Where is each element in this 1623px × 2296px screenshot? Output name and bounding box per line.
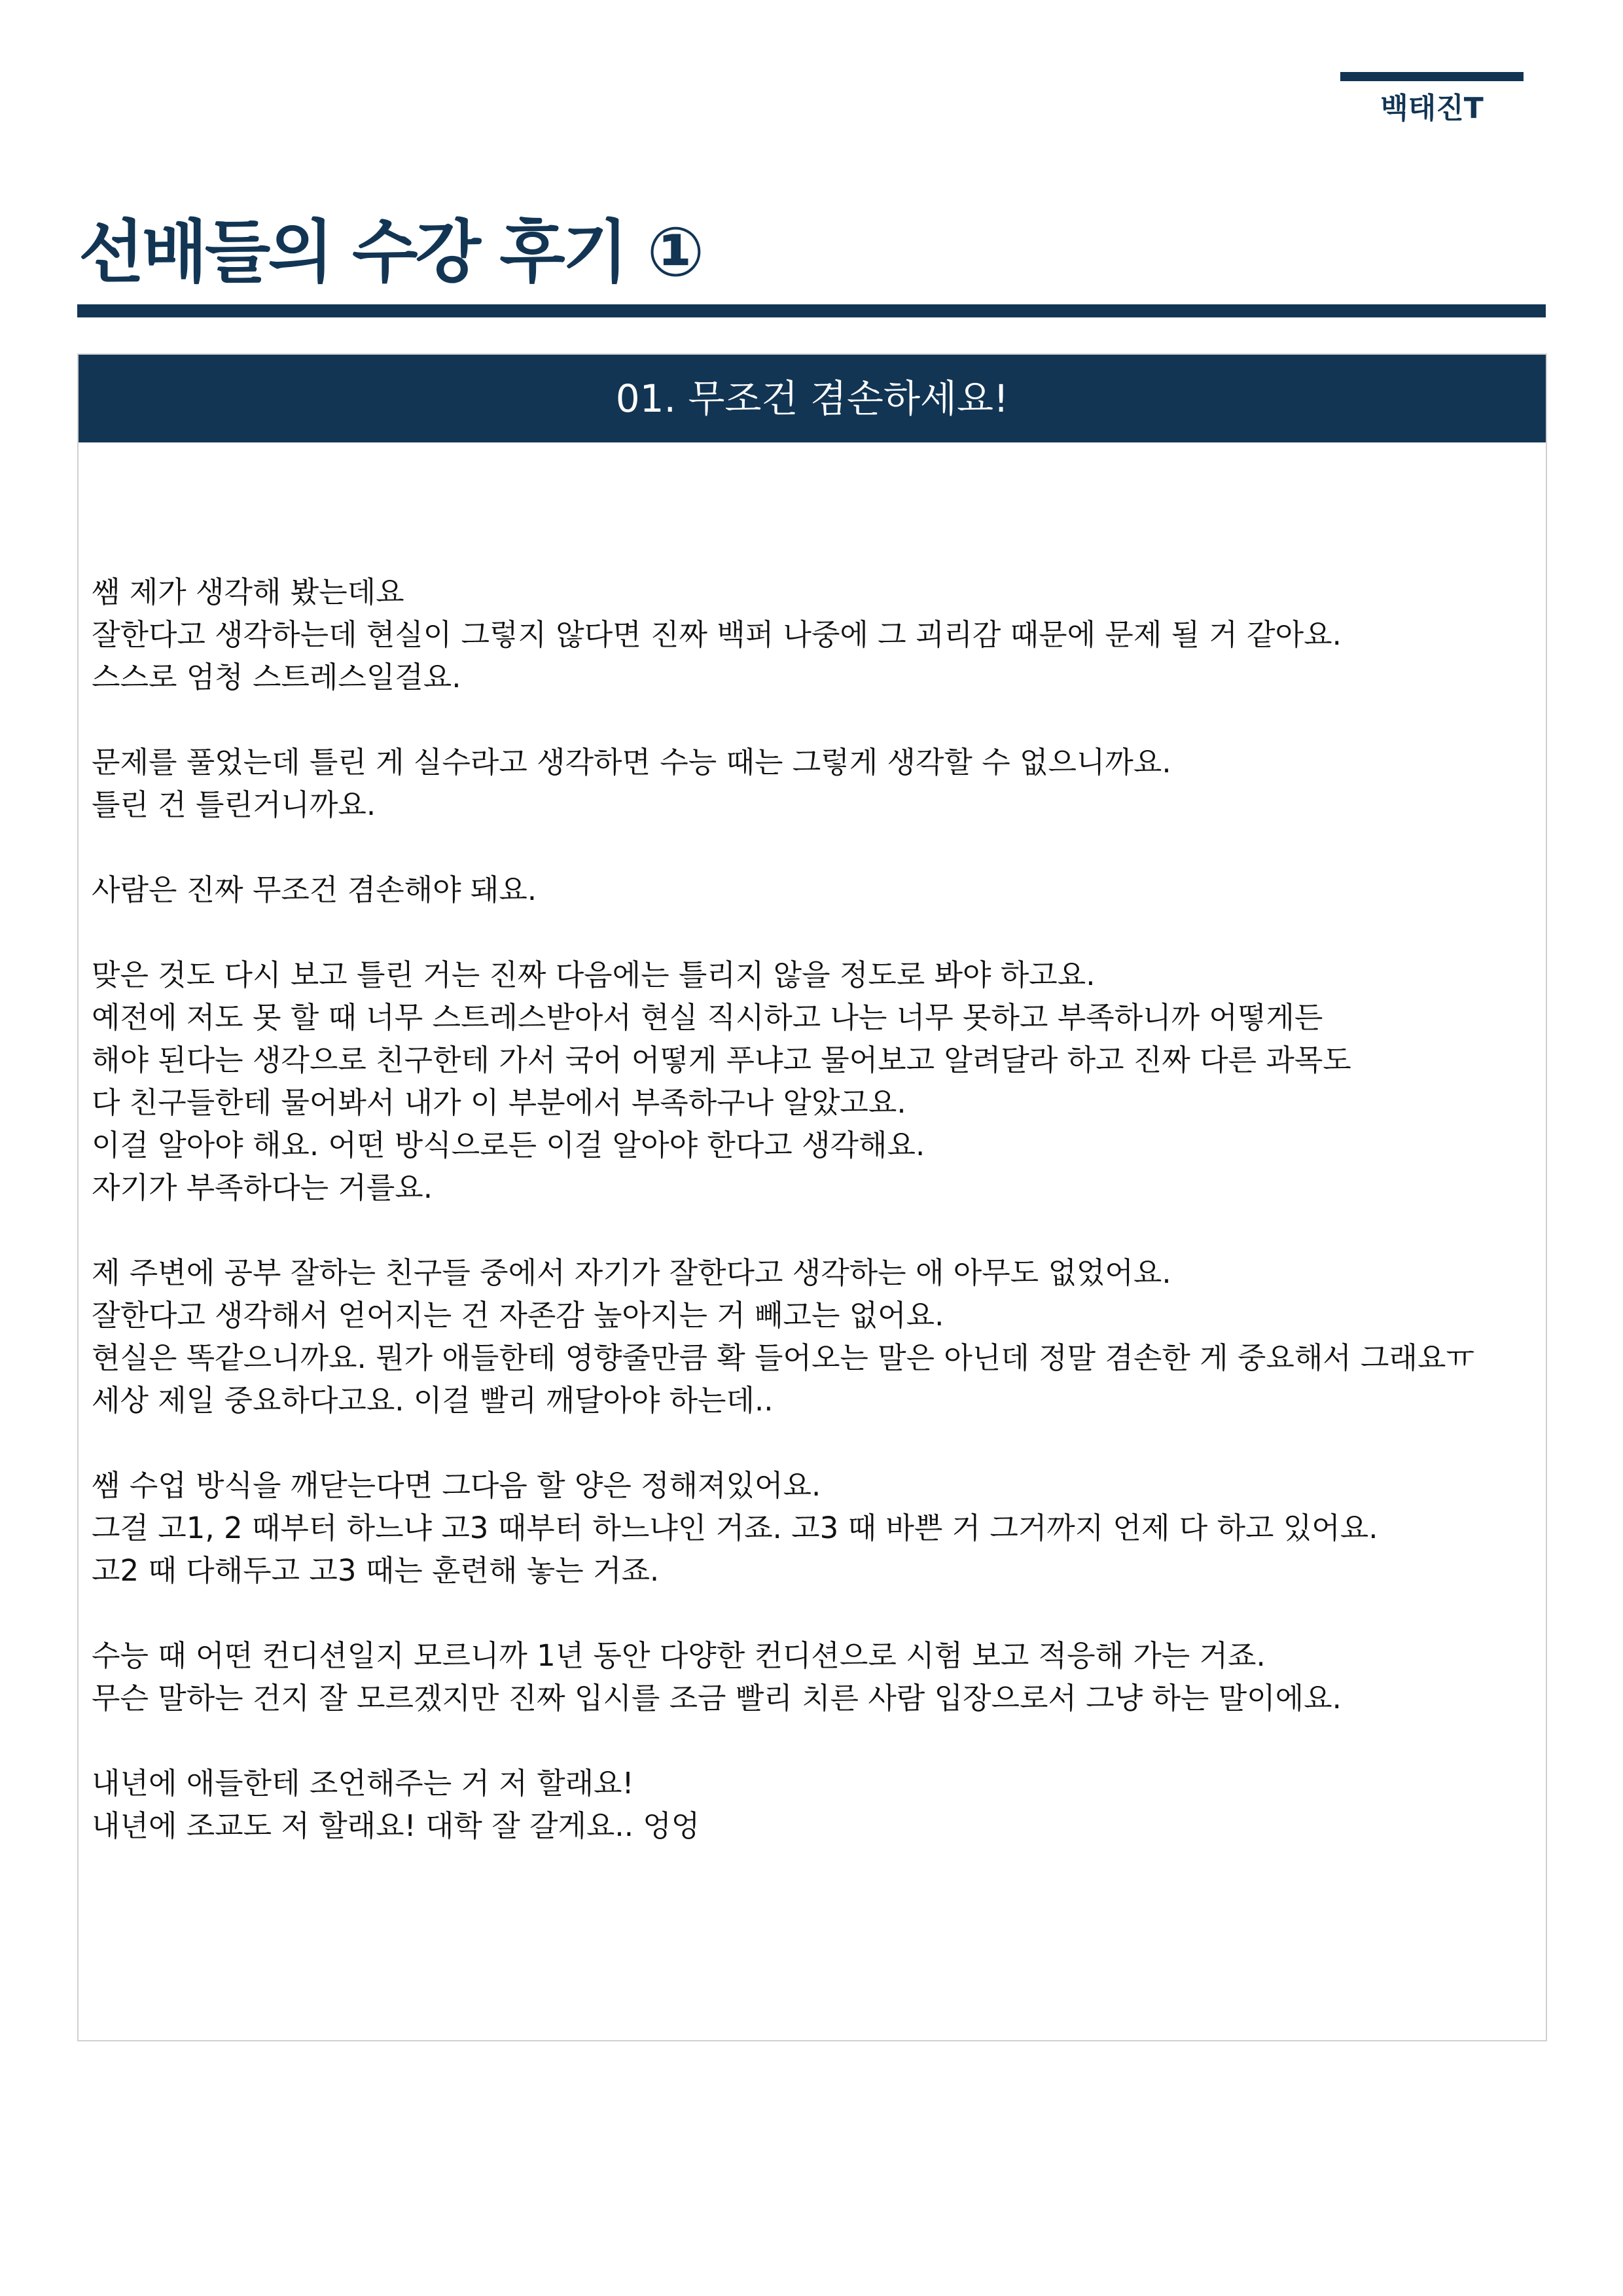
review-paragraph [92, 1634, 1538, 1719]
review-line: 내년에 애들한테 조언해주는 거 저 할래요! [92, 1766, 634, 1801]
review-line: 다 친구들한테 물어봐서 내가 이 부분에서 부족하구나 알았고요. [92, 1085, 906, 1120]
review-paragraph [92, 1251, 1538, 1422]
review-line: 해야 된다는 생각으로 친구한테 가서 국어 어떻게 푸냐고 물어보고 알려달라 하고 진짜 다른 과목도 [92, 1043, 1351, 1077]
review-line: 고2 때 다해두고 고3 때는 훈련해 놓는 거죠. [92, 1553, 660, 1588]
review-line: 제 주변에 공부 잘하는 친구들 중에서 자기가 잘한다고 생각하는 애 아무도 없었어요. [92, 1255, 1171, 1290]
page-title: 선배들의 수강 후기 ① [79, 212, 702, 292]
review-line: 쌤 제가 생각해 봤는데요 [92, 575, 404, 609]
review-line: 무슨 말하는 건지 잘 모르겠지만 진짜 입시를 조금 빨리 치른 사람 입장으로서 그냥 하는 말이에요. [92, 1681, 1342, 1715]
review-line: 자기가 부족하다는 거를요. [92, 1170, 433, 1205]
review-line: 틀린 건 틀린거니까요. [92, 787, 376, 822]
review-section [77, 353, 1547, 2041]
review-paragraph [92, 741, 1538, 826]
review-line: 잘한다고 생각해서 얻어지는 건 자존감 높아지는 거 빼고는 없어요. [92, 1298, 944, 1333]
title-divider [77, 304, 1546, 317]
review-line: 세상 제일 중요하다고요. 이걸 빨리 깨달아야 하는데.. [92, 1383, 774, 1418]
review-paragraph [92, 1464, 1538, 1592]
review-line: 그걸 고1, 2 때부터 하느냐 고3 때부터 하느냐인 거죠. 고3 때 바쁜 거 그거까지 언제 다 하고 있어요. [92, 1511, 1378, 1545]
review-line: 잘한다고 생각하는데 현실이 그렇지 않다면 진짜 백퍼 나중에 그 괴리감 때문에 문제 될 거 같아요. [92, 617, 1342, 652]
brand-accent-bar [1340, 72, 1524, 81]
review-line: 문제를 풀었는데 틀린 게 실수라고 생각하면 수능 때는 그렇게 생각할 수 없으니까요. [92, 745, 1171, 780]
review-body [92, 571, 1538, 1890]
review-line: 예전에 저도 못 할 때 너무 스트레스받아서 현실 직시하고 나는 너무 못하고 부족하니까 어떻게든 [92, 1000, 1323, 1035]
review-line: 수능 때 어떤 컨디션일지 모르니까 1년 동안 다양한 컨디션으로 시험 보고 적응해 가는 거죠. [92, 1638, 1266, 1673]
review-paragraph [92, 1762, 1538, 1847]
review-line: 사람은 진짜 무조건 겸손해야 돼요. [92, 872, 537, 907]
review-line: 내년에 조교도 저 할래요! 대학 잘 갈게요.. 엉엉 [92, 1808, 700, 1843]
review-line: 이걸 알아야 해요. 어떤 방식으로든 이걸 알아야 한다고 생각해요. [92, 1128, 925, 1162]
review-line: 맞은 것도 다시 보고 틀린 거는 진짜 다음에는 틀리지 않을 정도로 봐야 하고요. [92, 958, 1096, 992]
review-line: 현실은 똑같으니까요. 뭔가 애들한테 영향줄만큼 확 들어오는 말은 아닌데 정말 겸손한 게 중요해서 그래요ㅠ [92, 1340, 1474, 1375]
review-line: 쌤 수업 방식을 깨닫는다면 그다음 할 양은 정해져있어요. [92, 1468, 821, 1503]
section-heading: 01. 무조건 겸손하세요! [79, 355, 1546, 442]
review-line: 스스로 엄청 스트레스일걸요. [92, 660, 461, 694]
brand-name: 백태진T [1380, 92, 1484, 125]
review-paragraph [92, 571, 1538, 698]
review-paragraph [92, 869, 1538, 911]
review-paragraph [92, 954, 1538, 1209]
